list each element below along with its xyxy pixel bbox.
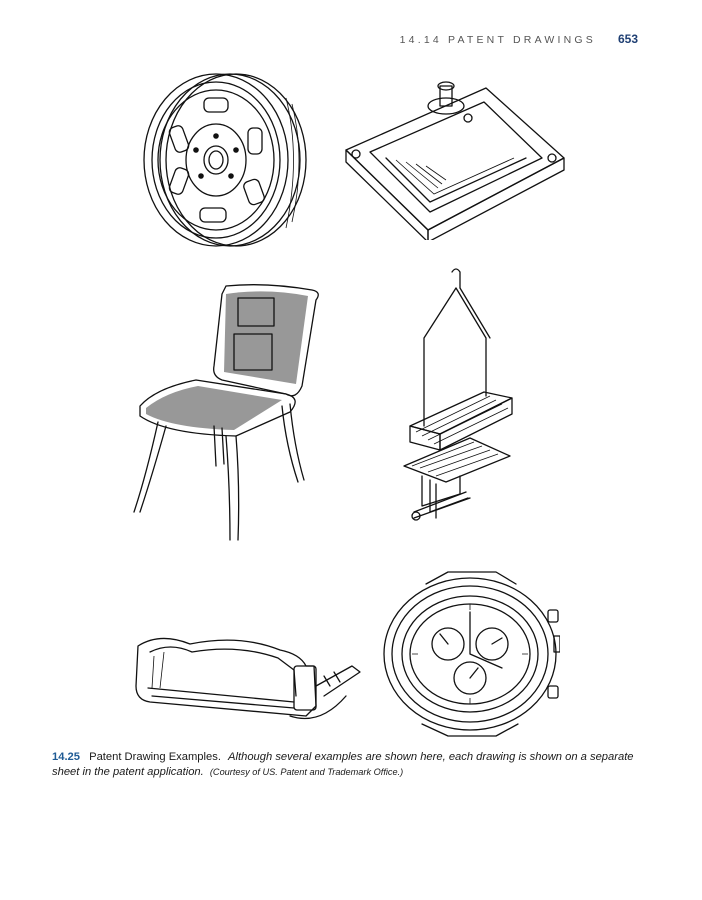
sink-basin-drawing — [336, 80, 572, 240]
shower-caddy-drawing — [400, 266, 530, 542]
figure-title: Patent Drawing Examples. — [89, 751, 221, 763]
hacksaw-drawing — [130, 626, 366, 730]
figure-grid — [120, 68, 590, 740]
figure-caption — [52, 750, 652, 780]
figure-credit: (Courtesy of US. Patent and Trademark Office.) — [209, 767, 404, 777]
running-head — [400, 32, 638, 48]
wheel-rim-drawing — [136, 68, 316, 252]
figure-description: Although several examples are shown here, each drawing is shown on a separate sheet in the patent application. — [52, 751, 634, 778]
section-title: 14.14 PATENT DRAWINGS — [399, 34, 596, 46]
wristwatch-drawing — [378, 568, 560, 740]
page-number: 653 — [617, 32, 638, 46]
chair-drawing — [126, 276, 326, 546]
figure-number: 14.25 — [52, 751, 80, 763]
